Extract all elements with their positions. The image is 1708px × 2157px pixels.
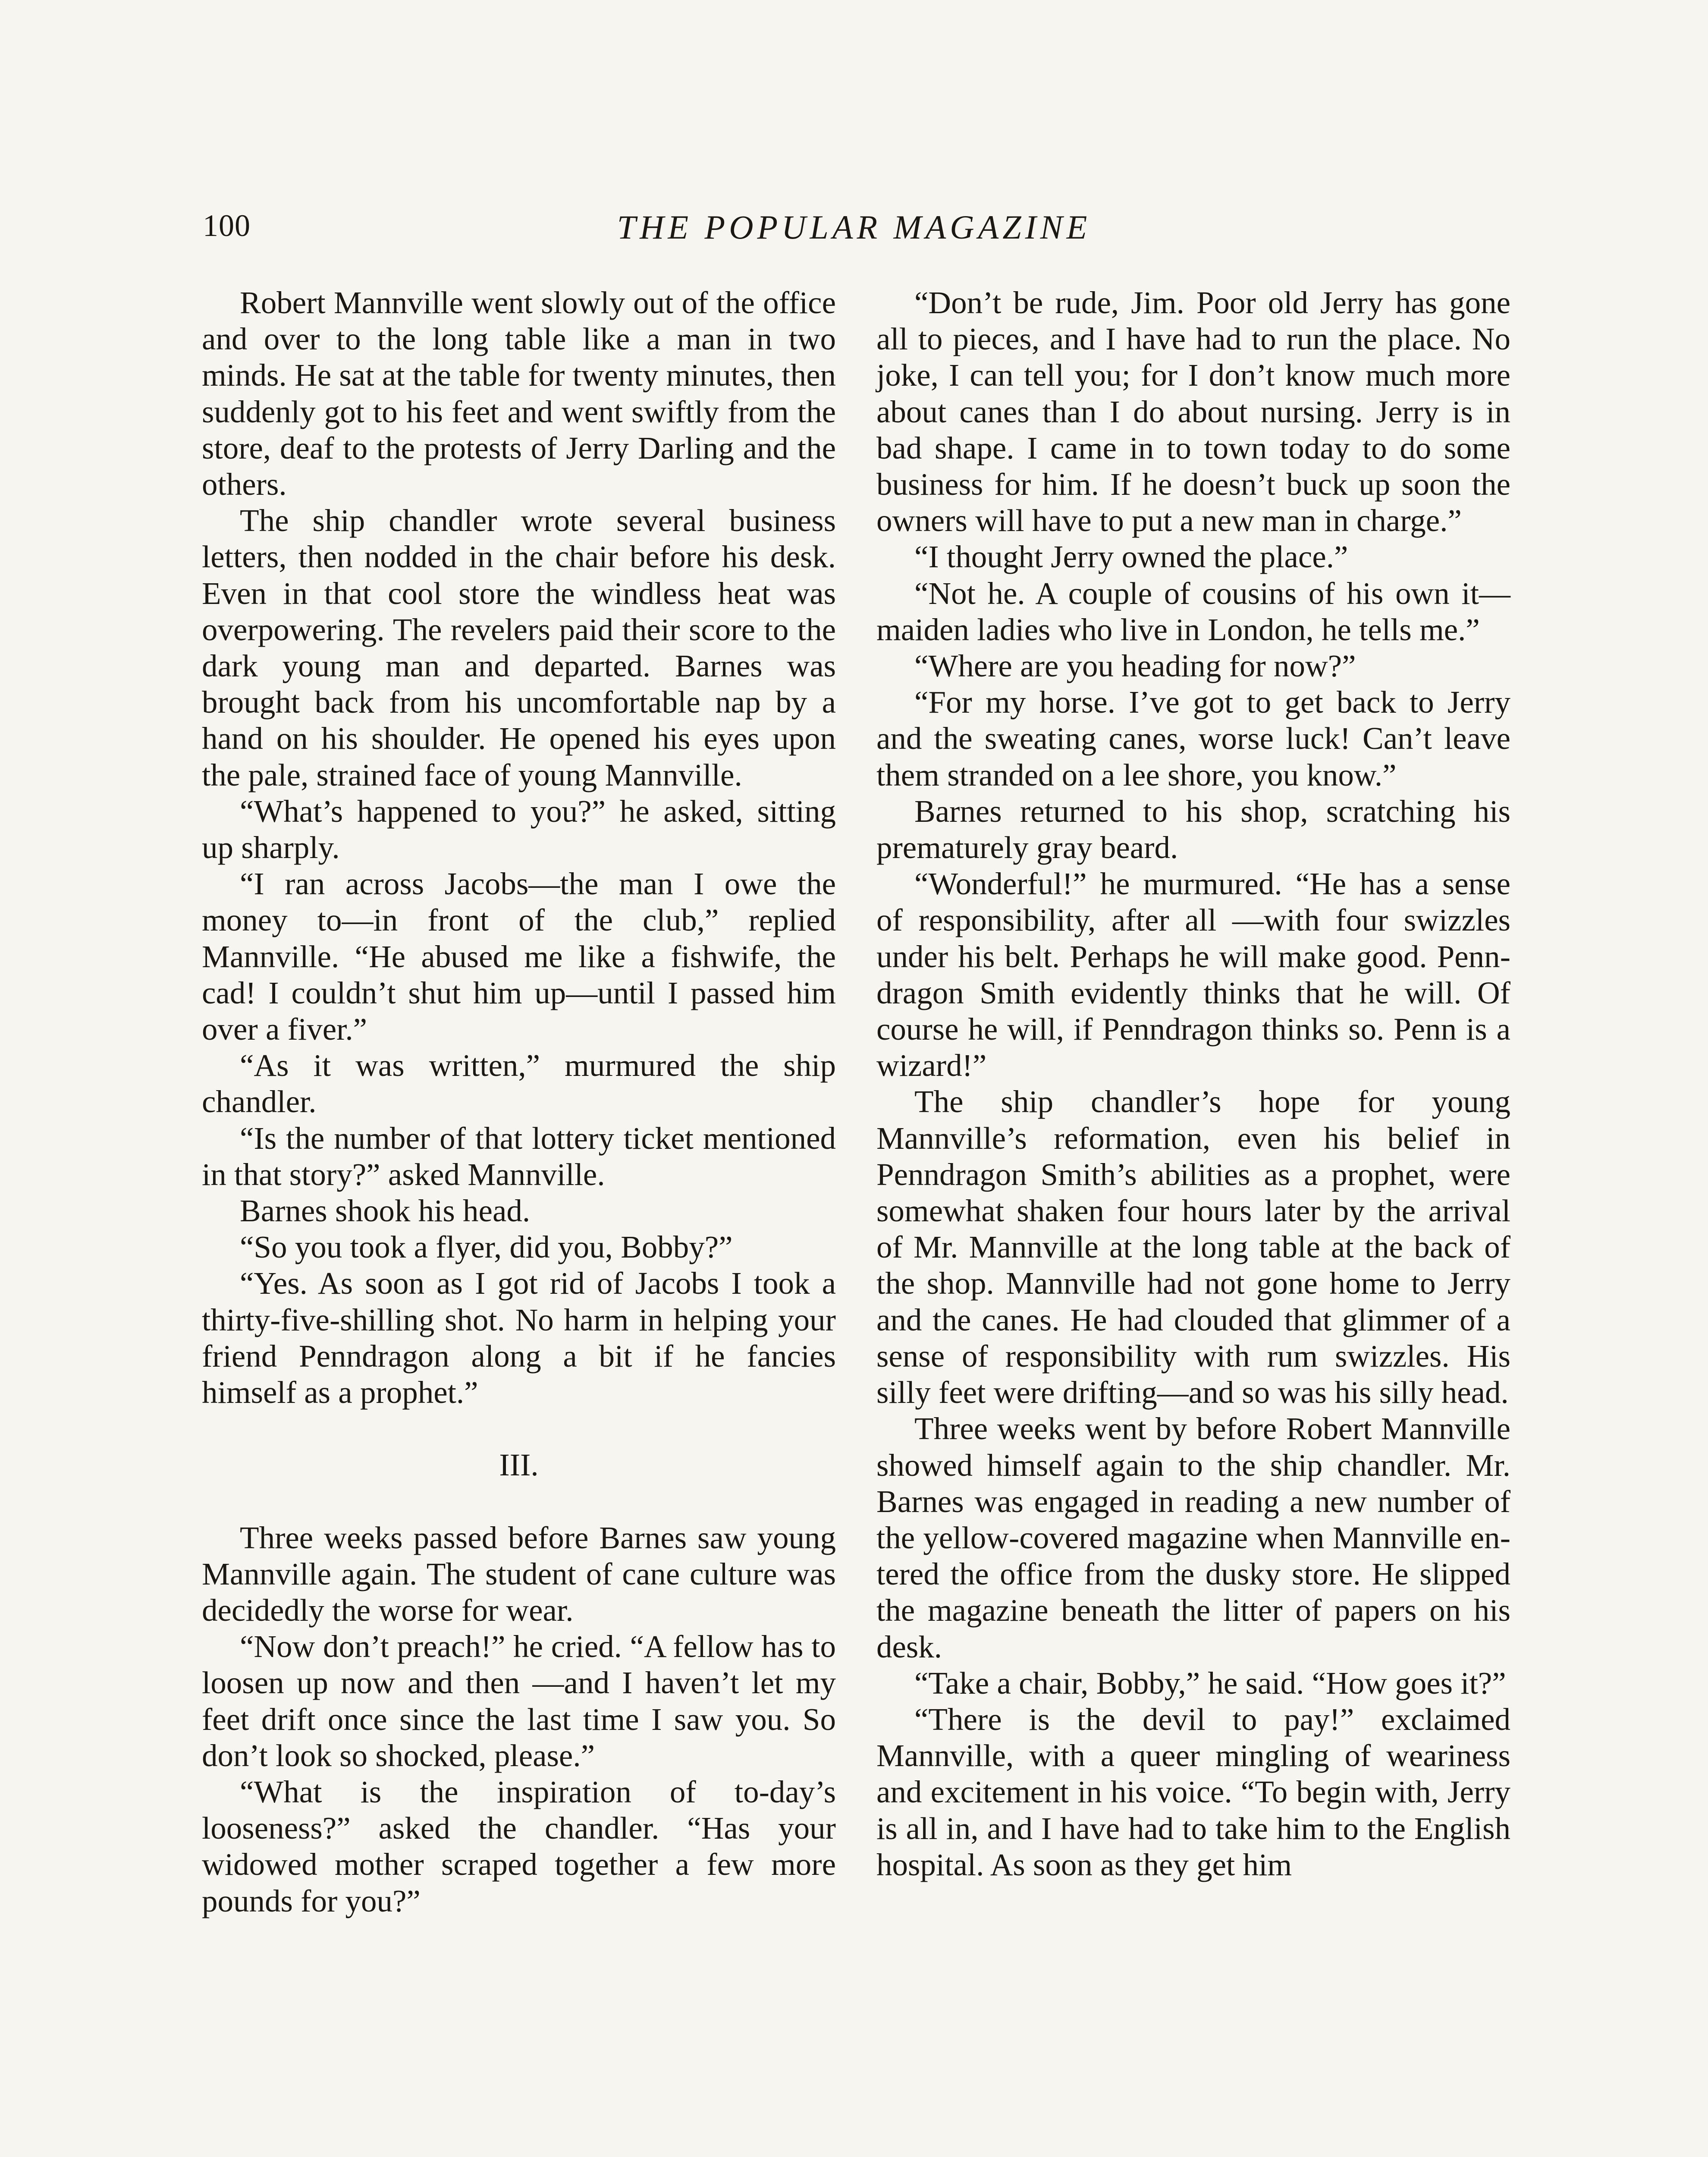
paragraph: The ship chandler’s hope for young Mannville’s reformation, even his belief in Penndragon Smith’s abilities as a prophet, were somewhat shaken four hours later by the arrival of Mr. Mannville at the long table at the back of the shop. Mannville had not gone home to Jerry and the canes. He had clouded that glimmer of a sense of responsibility with rum swizzles. His silly feet were drifting—and so was his silly head.	[876, 1084, 1510, 1410]
paragraph: “What is the inspiration of to-day’s looseness?” asked the chandler. “Has your widowed mother scraped together a few more pounds for you?”	[202, 1774, 836, 1918]
paragraph: “Take a chair, Bobby,” he said. “How goes it?”	[914, 1665, 1506, 1701]
paragraph: “Wonderful!” he murmured. “He has a sense of responsibility, after all —with four swizzles under his belt. Perhaps he will make good. Penndragon Smith evidently thinks that he will. Of course he will, if Penndragon thinks so. Penn is a wizard!”	[876, 866, 1510, 1083]
paragraph: “So you took a flyer, did you, Bobby?”	[240, 1229, 733, 1265]
paragraph: “Yes. As soon as I got rid of Jacobs I took a thirty-five-shilling shot. No harm in helping your friend Penndragon along a bit if he fancies himself as a prophet.”	[202, 1266, 836, 1410]
paragraph: Three weeks passed before Barnes saw young Mannville again. The student of cane culture was decidedly the worse for wear.	[202, 1520, 836, 1628]
section-heading: III.	[499, 1447, 539, 1483]
paragraph: Barnes returned to his shop, scratching his prematurely gray beard.	[876, 793, 1510, 865]
paragraph: Three weeks went by before Robert Mannville showed himself again to the ship chandler. Mr. Barnes was engaged in reading a new number of the yellow-covered magazine when Mannville entered the office from the dusky store. He slipped the magazine beneath the litter of papers on his desk.	[876, 1411, 1510, 1664]
paragraph: “Is the number of that lottery ticket mentioned in that story?” asked Mannville.	[202, 1120, 836, 1192]
paragraph: Barnes shook his head.	[240, 1193, 531, 1229]
paragraph: “Don’t be rude, Jim. Poor old Jerry has gone all to pieces, and I have had to run the place. No joke, I can tell you; for I don’t know much more about canes than I do about nursing. Jerry is in bad shape. I came in to town today to do some business for him. If he doesn’t buck up soon the owners will have to put a new man in charge.”	[876, 285, 1510, 538]
paragraph: The ship chandler wrote several business letters, then nodded in the chair before his desk. Even in that cool store the windless heat was overpowering. The revelers paid their score to the dark young man and departed. Barnes was brought back from his uncomfortable nap by a hand on his shoulder. He opened his eyes upon the pale, strained face of young Mannville.	[202, 503, 836, 792]
paragraph: “There is the devil to pay!” exclaimed Mannville, with a queer mingling of weariness and excitement in his voice. “To begin with, Jerry is all in, and I have had to take him to the English hospital. As soon as they get him	[876, 1701, 1510, 1882]
paragraph: Robert Mannville went slowly out of the office and over to the long table like a man in two minds. He sat at the table for twenty minutes, then suddenly got to his feet and went swiftly from the store, deaf to the protests of Jerry Darling and the others.	[202, 285, 836, 502]
paragraph: “What’s happened to you?” he asked, sitting up sharply.	[202, 793, 836, 865]
paragraph: “I ran across Jacobs—the man I owe the money to—in front of the club,” replied Mannville. “He abused me like a fishwife, the cad! I couldn’t shut him up—until I passed him over a fiver.”	[202, 866, 836, 1047]
paragraph: “As it was written,” murmured the ship chandler.	[202, 1048, 836, 1119]
page-number: 100	[203, 208, 251, 243]
paragraph: “Now don’t preach!” he cried. “A fellow has to loosen up now and then —and I haven’t let my feet drift once since the last time I saw you. So don’t look so shocked, please.”	[202, 1629, 836, 1773]
running-head: THE POPULAR MAGAZINE	[617, 208, 1091, 246]
paragraph: “Not he. A couple of cousins of his own it—maiden ladies who live in London, he tells me.”	[876, 575, 1510, 647]
left-column	[202, 285, 836, 1919]
paragraph: “Where are you heading for now?”	[914, 648, 1356, 684]
paragraph: “For my horse. I’ve got to get back to Jerry and the sweating canes, worse luck! Can’t leave them stranded on a lee shore, you know.”	[876, 685, 1510, 792]
page-header	[203, 208, 1505, 268]
paragraph: “I thought Jerry owned the place.”	[914, 539, 1348, 575]
right-column	[876, 285, 1510, 1883]
